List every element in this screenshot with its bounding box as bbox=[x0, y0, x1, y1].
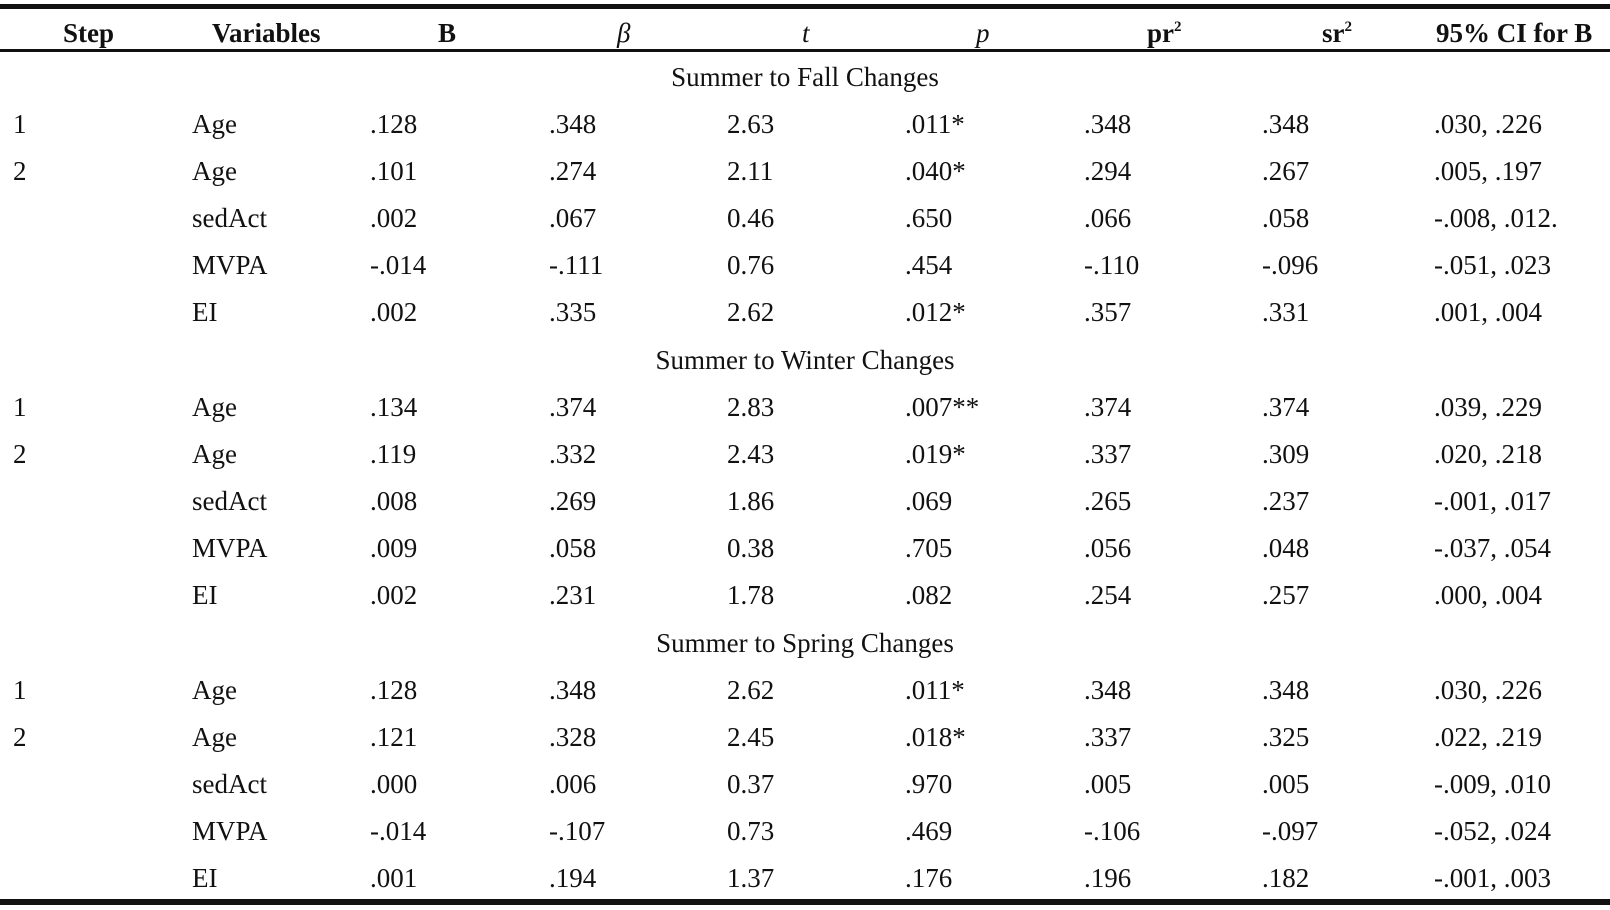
cell-sr2: .348 bbox=[1262, 109, 1310, 139]
cell-t: 2.63 bbox=[727, 109, 775, 139]
cell-beta: .269 bbox=[549, 486, 597, 516]
cell-ci: .001, .004 bbox=[1434, 297, 1542, 327]
cell-ci: -.009, .010 bbox=[1434, 769, 1551, 799]
cell-beta: .006 bbox=[549, 769, 597, 799]
cell-b: .128 bbox=[370, 109, 418, 139]
cell-sr2: -.097 bbox=[1262, 816, 1319, 846]
cell-p: .650 bbox=[905, 203, 953, 233]
header-sr2-text: sr bbox=[1322, 18, 1345, 48]
cell-ci: .030, .226 bbox=[1434, 675, 1542, 705]
cell-pr2: .337 bbox=[1084, 722, 1132, 752]
cell-p: .019* bbox=[905, 439, 966, 469]
cell-b: .008 bbox=[370, 486, 418, 516]
cell-ci: .005, .197 bbox=[1434, 156, 1542, 186]
cell-variable: sedAct bbox=[192, 203, 267, 233]
cell-sr2: .267 bbox=[1262, 156, 1310, 186]
cell-b: .134 bbox=[370, 392, 418, 422]
cell-t: 1.86 bbox=[727, 486, 775, 516]
header-t: t bbox=[802, 18, 810, 48]
cell-pr2: -.106 bbox=[1084, 816, 1141, 846]
cell-sr2: .309 bbox=[1262, 439, 1310, 469]
cell-sr2: .058 bbox=[1262, 203, 1310, 233]
section-title: Summer to Spring Changes bbox=[656, 628, 954, 658]
cell-sr2: .374 bbox=[1262, 392, 1310, 422]
cell-step: 2 bbox=[13, 722, 27, 752]
cell-pr2: .056 bbox=[1084, 533, 1132, 563]
cell-pr2: .357 bbox=[1084, 297, 1132, 327]
header-rule bbox=[0, 49, 1610, 52]
cell-beta: -.107 bbox=[549, 816, 606, 846]
cell-pr2: .337 bbox=[1084, 439, 1132, 469]
cell-b: .002 bbox=[370, 297, 418, 327]
cell-beta: .067 bbox=[549, 203, 597, 233]
cell-ci: -.008, .012. bbox=[1434, 203, 1558, 233]
cell-beta: -.111 bbox=[549, 250, 604, 280]
cell-ci: .039, .229 bbox=[1434, 392, 1542, 422]
cell-t: 2.43 bbox=[727, 439, 775, 469]
cell-ci: -.001, .017 bbox=[1434, 486, 1551, 516]
cell-ci: -.052, .024 bbox=[1434, 816, 1551, 846]
cell-variable: MVPA bbox=[192, 250, 268, 280]
cell-sr2: .048 bbox=[1262, 533, 1310, 563]
cell-sr2: .005 bbox=[1262, 769, 1310, 799]
cell-t: 2.62 bbox=[727, 297, 775, 327]
cell-p: .705 bbox=[905, 533, 953, 563]
header-pr2 bbox=[1147, 18, 1182, 48]
cell-b: -.014 bbox=[370, 250, 427, 280]
cell-ci: -.001, .003 bbox=[1434, 863, 1551, 893]
cell-variable: Age bbox=[192, 675, 237, 705]
cell-variable: EI bbox=[192, 297, 218, 327]
cell-pr2: .374 bbox=[1084, 392, 1132, 422]
cell-sr2: .182 bbox=[1262, 863, 1310, 893]
cell-b: .002 bbox=[370, 580, 418, 610]
cell-beta: .274 bbox=[549, 156, 597, 186]
header-sr2 bbox=[1322, 18, 1352, 48]
header-sr2-sup: 2 bbox=[1344, 19, 1352, 35]
cell-pr2: .005 bbox=[1084, 769, 1132, 799]
cell-beta: .348 bbox=[549, 109, 597, 139]
cell-b: .002 bbox=[370, 203, 418, 233]
cell-p: .011* bbox=[905, 109, 965, 139]
cell-p: .018* bbox=[905, 722, 966, 752]
cell-variable: sedAct bbox=[192, 769, 267, 799]
cell-b: .121 bbox=[370, 722, 418, 752]
cell-sr2: -.096 bbox=[1262, 250, 1319, 280]
cell-b: .101 bbox=[370, 156, 418, 186]
header-beta: β bbox=[617, 18, 631, 48]
cell-t: 0.46 bbox=[727, 203, 775, 233]
cell-sr2: .237 bbox=[1262, 486, 1310, 516]
cell-variable: sedAct bbox=[192, 486, 267, 516]
cell-beta: .348 bbox=[549, 675, 597, 705]
cell-t: 1.78 bbox=[727, 580, 775, 610]
cell-variable: MVPA bbox=[192, 816, 268, 846]
cell-sr2: .331 bbox=[1262, 297, 1310, 327]
cell-t: 0.37 bbox=[727, 769, 775, 799]
cell-pr2: .348 bbox=[1084, 109, 1132, 139]
cell-pr2: .348 bbox=[1084, 675, 1132, 705]
cell-variable: Age bbox=[192, 722, 237, 752]
cell-variable: Age bbox=[192, 439, 237, 469]
cell-b: .000 bbox=[370, 769, 418, 799]
cell-t: 2.62 bbox=[727, 675, 775, 705]
cell-b: .009 bbox=[370, 533, 418, 563]
header-b: B bbox=[438, 18, 457, 48]
cell-pr2: .265 bbox=[1084, 486, 1132, 516]
cell-p: .176 bbox=[905, 863, 953, 893]
cell-t: 0.38 bbox=[727, 533, 775, 563]
cell-sr2: .325 bbox=[1262, 722, 1310, 752]
table-bottom-rule bbox=[0, 899, 1610, 905]
cell-variable: Age bbox=[192, 392, 237, 422]
cell-beta: .194 bbox=[549, 863, 597, 893]
cell-beta: .328 bbox=[549, 722, 597, 752]
cell-b: -.014 bbox=[370, 816, 427, 846]
cell-step: 1 bbox=[13, 392, 27, 422]
header-pr2-text: pr bbox=[1147, 18, 1174, 48]
cell-ci: .020, .218 bbox=[1434, 439, 1542, 469]
cell-variable: Age bbox=[192, 156, 237, 186]
cell-variable: MVPA bbox=[192, 533, 268, 563]
cell-t: 0.76 bbox=[727, 250, 775, 280]
cell-pr2: .254 bbox=[1084, 580, 1132, 610]
cell-p: .469 bbox=[905, 816, 953, 846]
cell-pr2: -.110 bbox=[1084, 250, 1140, 280]
header-pr2-sup: 2 bbox=[1174, 19, 1182, 35]
cell-ci: -.051, .023 bbox=[1434, 250, 1551, 280]
cell-beta: .335 bbox=[549, 297, 597, 327]
cell-step: 2 bbox=[13, 156, 27, 186]
header-variables: Variables bbox=[212, 18, 321, 48]
cell-pr2: .196 bbox=[1084, 863, 1132, 893]
cell-b: .001 bbox=[370, 863, 418, 893]
section-title: Summer to Fall Changes bbox=[671, 62, 939, 92]
cell-beta: .332 bbox=[549, 439, 597, 469]
table-top-rule bbox=[0, 4, 1610, 9]
cell-pr2: .066 bbox=[1084, 203, 1132, 233]
cell-p: .454 bbox=[905, 250, 953, 280]
header-p: p bbox=[976, 18, 990, 48]
header-ci: 95% CI for B bbox=[1436, 18, 1593, 48]
cell-step: 1 bbox=[13, 109, 27, 139]
cell-sr2: .257 bbox=[1262, 580, 1310, 610]
cell-p: .069 bbox=[905, 486, 953, 516]
cell-p: .040* bbox=[905, 156, 966, 186]
cell-beta: .374 bbox=[549, 392, 597, 422]
cell-step: 2 bbox=[13, 439, 27, 469]
cell-variable: EI bbox=[192, 863, 218, 893]
cell-p: .012* bbox=[905, 297, 966, 327]
cell-variable: Age bbox=[192, 109, 237, 139]
header-step: Step bbox=[63, 18, 115, 48]
cell-sr2: .348 bbox=[1262, 675, 1310, 705]
cell-p: .007** bbox=[905, 392, 980, 422]
cell-t: 2.83 bbox=[727, 392, 775, 422]
cell-p: .970 bbox=[905, 769, 953, 799]
cell-t: 1.37 bbox=[727, 863, 775, 893]
cell-ci: -.037, .054 bbox=[1434, 533, 1551, 563]
cell-p: .082 bbox=[905, 580, 953, 610]
cell-ci: .022, .219 bbox=[1434, 722, 1542, 752]
cell-b: .128 bbox=[370, 675, 418, 705]
cell-beta: .058 bbox=[549, 533, 597, 563]
cell-variable: EI bbox=[192, 580, 218, 610]
cell-t: 0.73 bbox=[727, 816, 775, 846]
cell-ci: .000, .004 bbox=[1434, 580, 1542, 610]
cell-p: .011* bbox=[905, 675, 965, 705]
cell-pr2: .294 bbox=[1084, 156, 1132, 186]
cell-t: 2.11 bbox=[727, 156, 774, 186]
cell-ci: .030, .226 bbox=[1434, 109, 1542, 139]
cell-beta: .231 bbox=[549, 580, 597, 610]
section-title: Summer to Winter Changes bbox=[655, 345, 955, 375]
cell-step: 1 bbox=[13, 675, 27, 705]
cell-t: 2.45 bbox=[727, 722, 775, 752]
cell-b: .119 bbox=[370, 439, 417, 469]
